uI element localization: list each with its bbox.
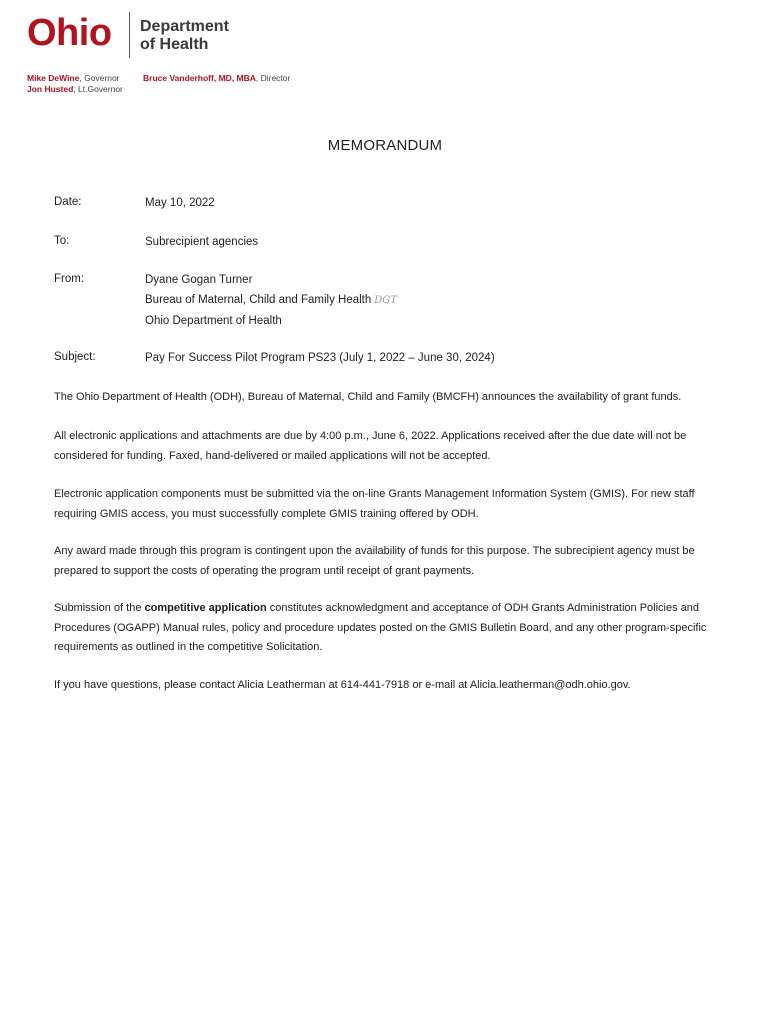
department-line2: of Health xyxy=(140,36,209,53)
department-name xyxy=(140,18,229,54)
from-department: Ohio Department of Health xyxy=(145,315,282,327)
lt-governor-title: , Lt.Governor xyxy=(73,84,123,94)
department-line1: Department xyxy=(140,18,229,35)
paragraph-contact: If you have questions, please contact Alicia Leatherman at 614-441-7918 or e-mail at Alicia.leatherman@odh.ohio.gov. xyxy=(54,679,631,691)
director-title: , Director xyxy=(255,73,291,83)
submission-suffix: constitutes acknowledgment and acceptance of ODH Grants Administration Policies and Procedures (OGAPP) Manual rules, policy and procedure updates posted on the GMIS Bulletin Board, and any other program-specific requirements as outlined in the competitive Solicitation. xyxy=(54,602,707,653)
paragraph-announcement: The Ohio Department of Health (ODH), Bureau of Maternal, Child and Family (BMCFH) announces the availability of grant funds. xyxy=(54,391,682,403)
subject-label: Subject: xyxy=(54,351,96,363)
submission-prefix: Submission of the xyxy=(54,602,145,614)
from-name: Dyane Gogan Turner xyxy=(145,274,253,286)
paragraph-deadline: All electronic applications and attachments are due by 4:00 p.m., June 6, 2022. Applications received after the due date will not be considered for funding. Faxed, hand-delivered or mailed applications will not be accepted. xyxy=(54,430,687,462)
competitive-application-text: competitive application xyxy=(144,602,267,614)
memo-title: MEMORANDUM xyxy=(327,137,443,154)
from-label: From: xyxy=(54,273,85,285)
director-block xyxy=(143,73,290,84)
paragraph-gmis: Electronic application components must be submitted via the on-line Grants Management Information System (GMIS). For new staff requiring GMIS access, you must successfully complete GMIS training offered by ODH. xyxy=(54,488,695,520)
director-name: Bruce Vanderhoff, MD, MBA xyxy=(143,73,256,83)
subject-value: Pay For Success Pilot Program PS23 (July 1, 2022 – June 30, 2024) xyxy=(145,352,495,364)
logo-divider xyxy=(129,12,130,58)
to-label: To: xyxy=(54,235,70,247)
from-value xyxy=(145,270,397,331)
governor-title: , Governor xyxy=(79,73,120,83)
lt-governor-name: Jon Husted xyxy=(27,84,74,94)
governor-name: Mike DeWine xyxy=(27,73,80,83)
to-value: Subrecipient agencies xyxy=(145,236,259,248)
paragraph-award: Any award made through this program is contingent upon the availability of funds for this purpose. The subrecipient agency must be prepared to support the costs of operating the program until receipt of grant payments. xyxy=(54,545,695,577)
from-bureau: Bureau of Maternal, Child and Family Health xyxy=(145,294,372,306)
date-value: May 10, 2022 xyxy=(145,197,215,209)
governor-block xyxy=(27,73,123,95)
paragraph-submission xyxy=(54,599,728,658)
ohio-logo: Ohio xyxy=(27,12,112,54)
initials-signature: DGT xyxy=(374,295,397,306)
date-label: Date: xyxy=(54,196,82,208)
